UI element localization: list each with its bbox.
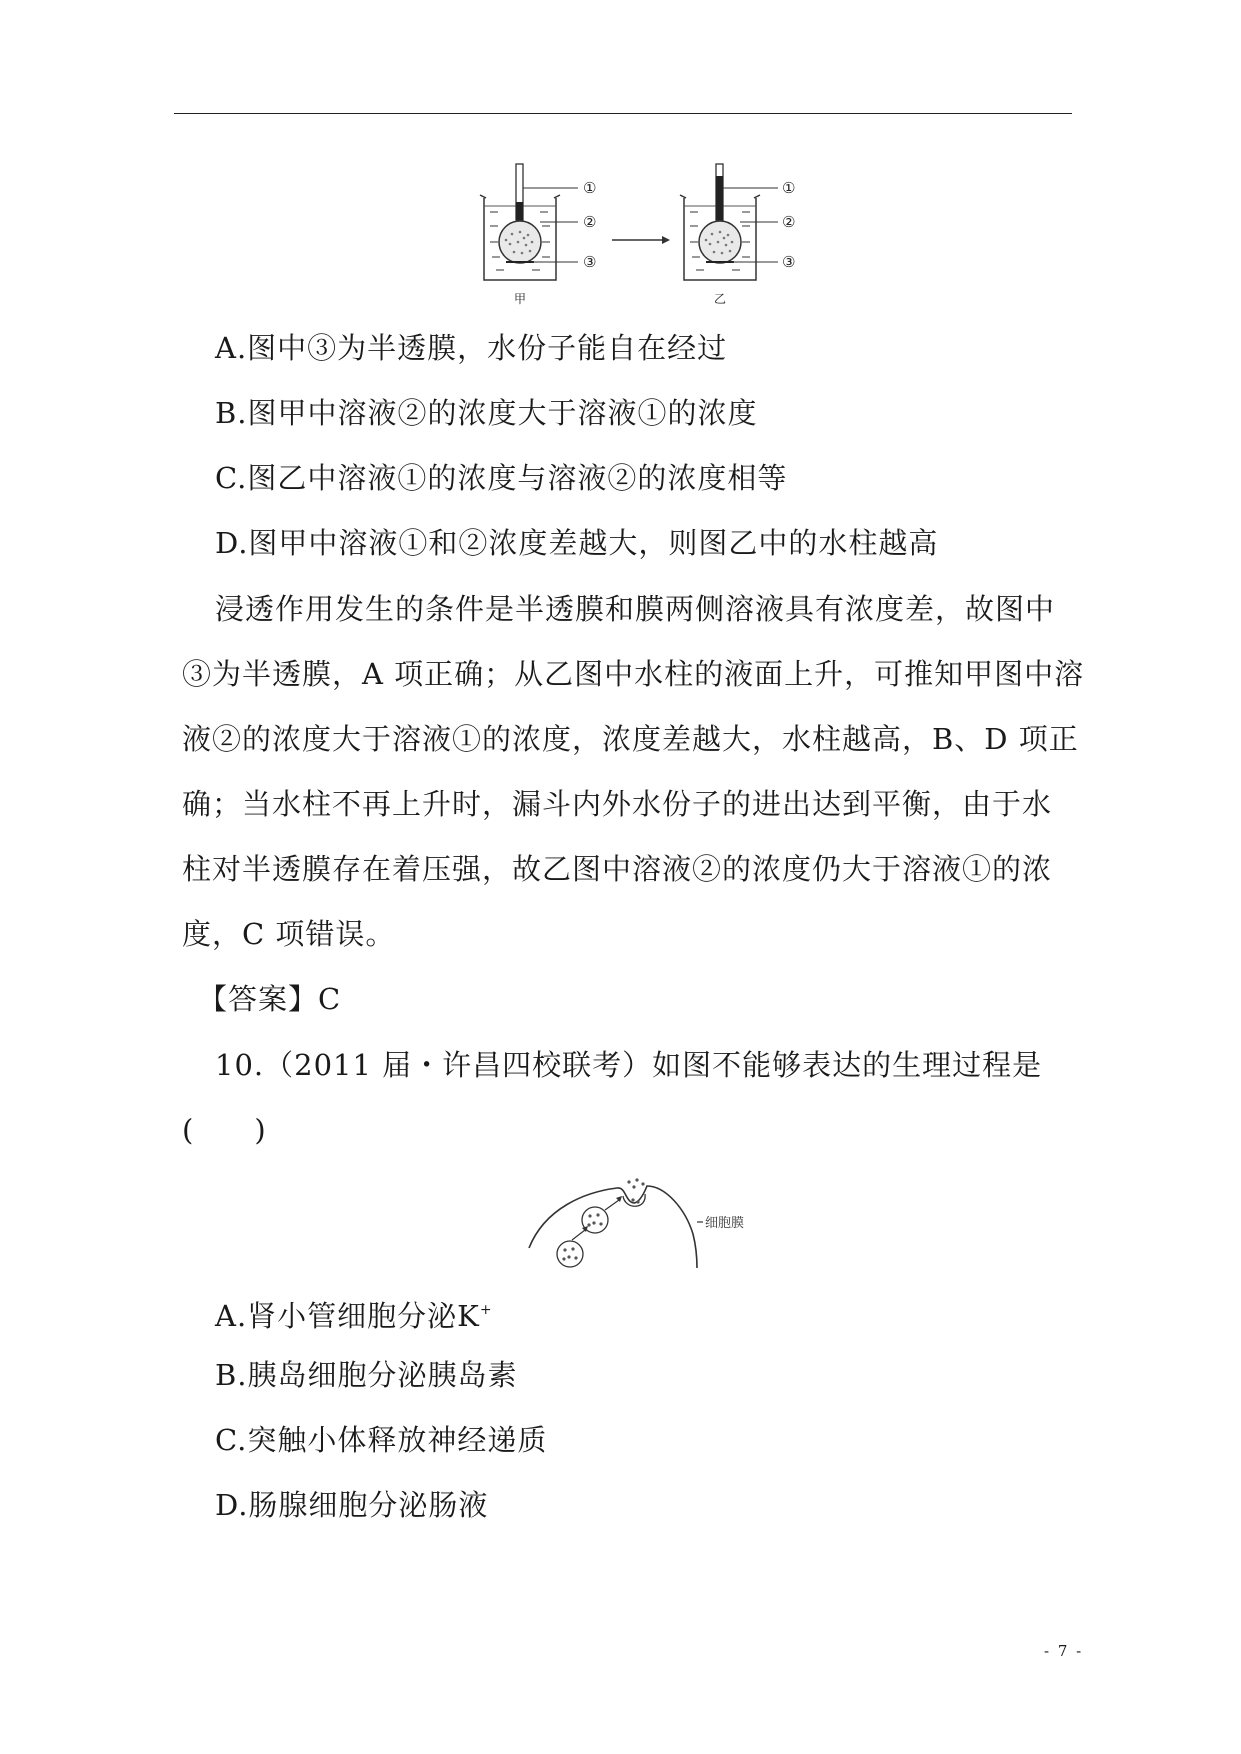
- beaker-yi: [680, 164, 778, 280]
- q9-option-b: B.图甲中溶液②的浓度大于溶液①的浓度: [215, 396, 758, 430]
- page-number: - 7 -: [1044, 1642, 1084, 1660]
- q10-stem: 10.（2011 届・许昌四校联考）如图不能够表达的生理过程是: [215, 1048, 1043, 1082]
- q9-explanation-line-5: 度，C 项错误。: [182, 917, 396, 951]
- label-1-right: ①: [782, 179, 796, 197]
- q10-option-a-text: A.肾小管细胞分泌K: [215, 1299, 480, 1333]
- label-3-left: ③: [583, 253, 597, 271]
- q9-explanation-line-2: ③为半透膜，A 项正确；从乙图中水柱的液面上升，可推知甲图中溶: [182, 657, 1085, 691]
- q10-option-b: B.胰岛细胞分泌胰岛素: [215, 1358, 518, 1392]
- q9-explanation-line-4b: 柱对半透膜存在着压强，故乙图中溶液②的浓度仍大于溶液①的浓: [182, 852, 1053, 886]
- q10-blank: ( ): [182, 1113, 267, 1147]
- q9-option-c: C.图乙中溶液①的浓度与溶液②的浓度相等: [215, 461, 788, 495]
- q9-option-a: A.图中③为半透膜，水份子能自在经过: [215, 331, 728, 365]
- caption-yi: 乙: [714, 292, 727, 306]
- q10-option-c: C.突触小体释放神经递质: [215, 1423, 548, 1457]
- q9-answer: 【答案】C: [198, 982, 342, 1016]
- label-1-left: ①: [583, 179, 597, 197]
- caption-jia: 甲: [514, 292, 527, 306]
- vesicle-lower: [557, 1241, 583, 1267]
- q10-option-d: D.肠腺细胞分泌肠液: [215, 1488, 489, 1522]
- q9-explanation-line-4: 确；当水柱不再上升时，漏斗内外水份子的进出达到平衡，由于水: [182, 787, 1053, 821]
- label-2-right: ②: [782, 213, 796, 231]
- label-3-right: ③: [782, 253, 796, 271]
- beaker-jia: [480, 164, 578, 280]
- q9-option-d: D.图甲中溶液①和②浓度差越大，则图乙中的水柱越高: [215, 526, 939, 560]
- q9-explanation-line-3: 液②的浓度大于溶液①的浓度，浓度差越大，水柱越高，B、D 项正: [182, 722, 1079, 756]
- label-2-left: ②: [583, 213, 597, 231]
- exocytosis-figure: [525, 1178, 775, 1278]
- arrow-icon: [612, 236, 670, 244]
- osmosis-figure: [470, 160, 810, 315]
- header-rule: [174, 113, 1072, 114]
- q10-option-a-superscript: +: [479, 1302, 493, 1318]
- q10-option-a: [215, 1290, 493, 1336]
- cell-membrane-label: 细胞膜: [705, 1216, 745, 1231]
- q9-explanation-line-1: 浸透作用发生的条件是半透膜和膜两侧溶液具有浓度差，故图中: [215, 592, 1056, 626]
